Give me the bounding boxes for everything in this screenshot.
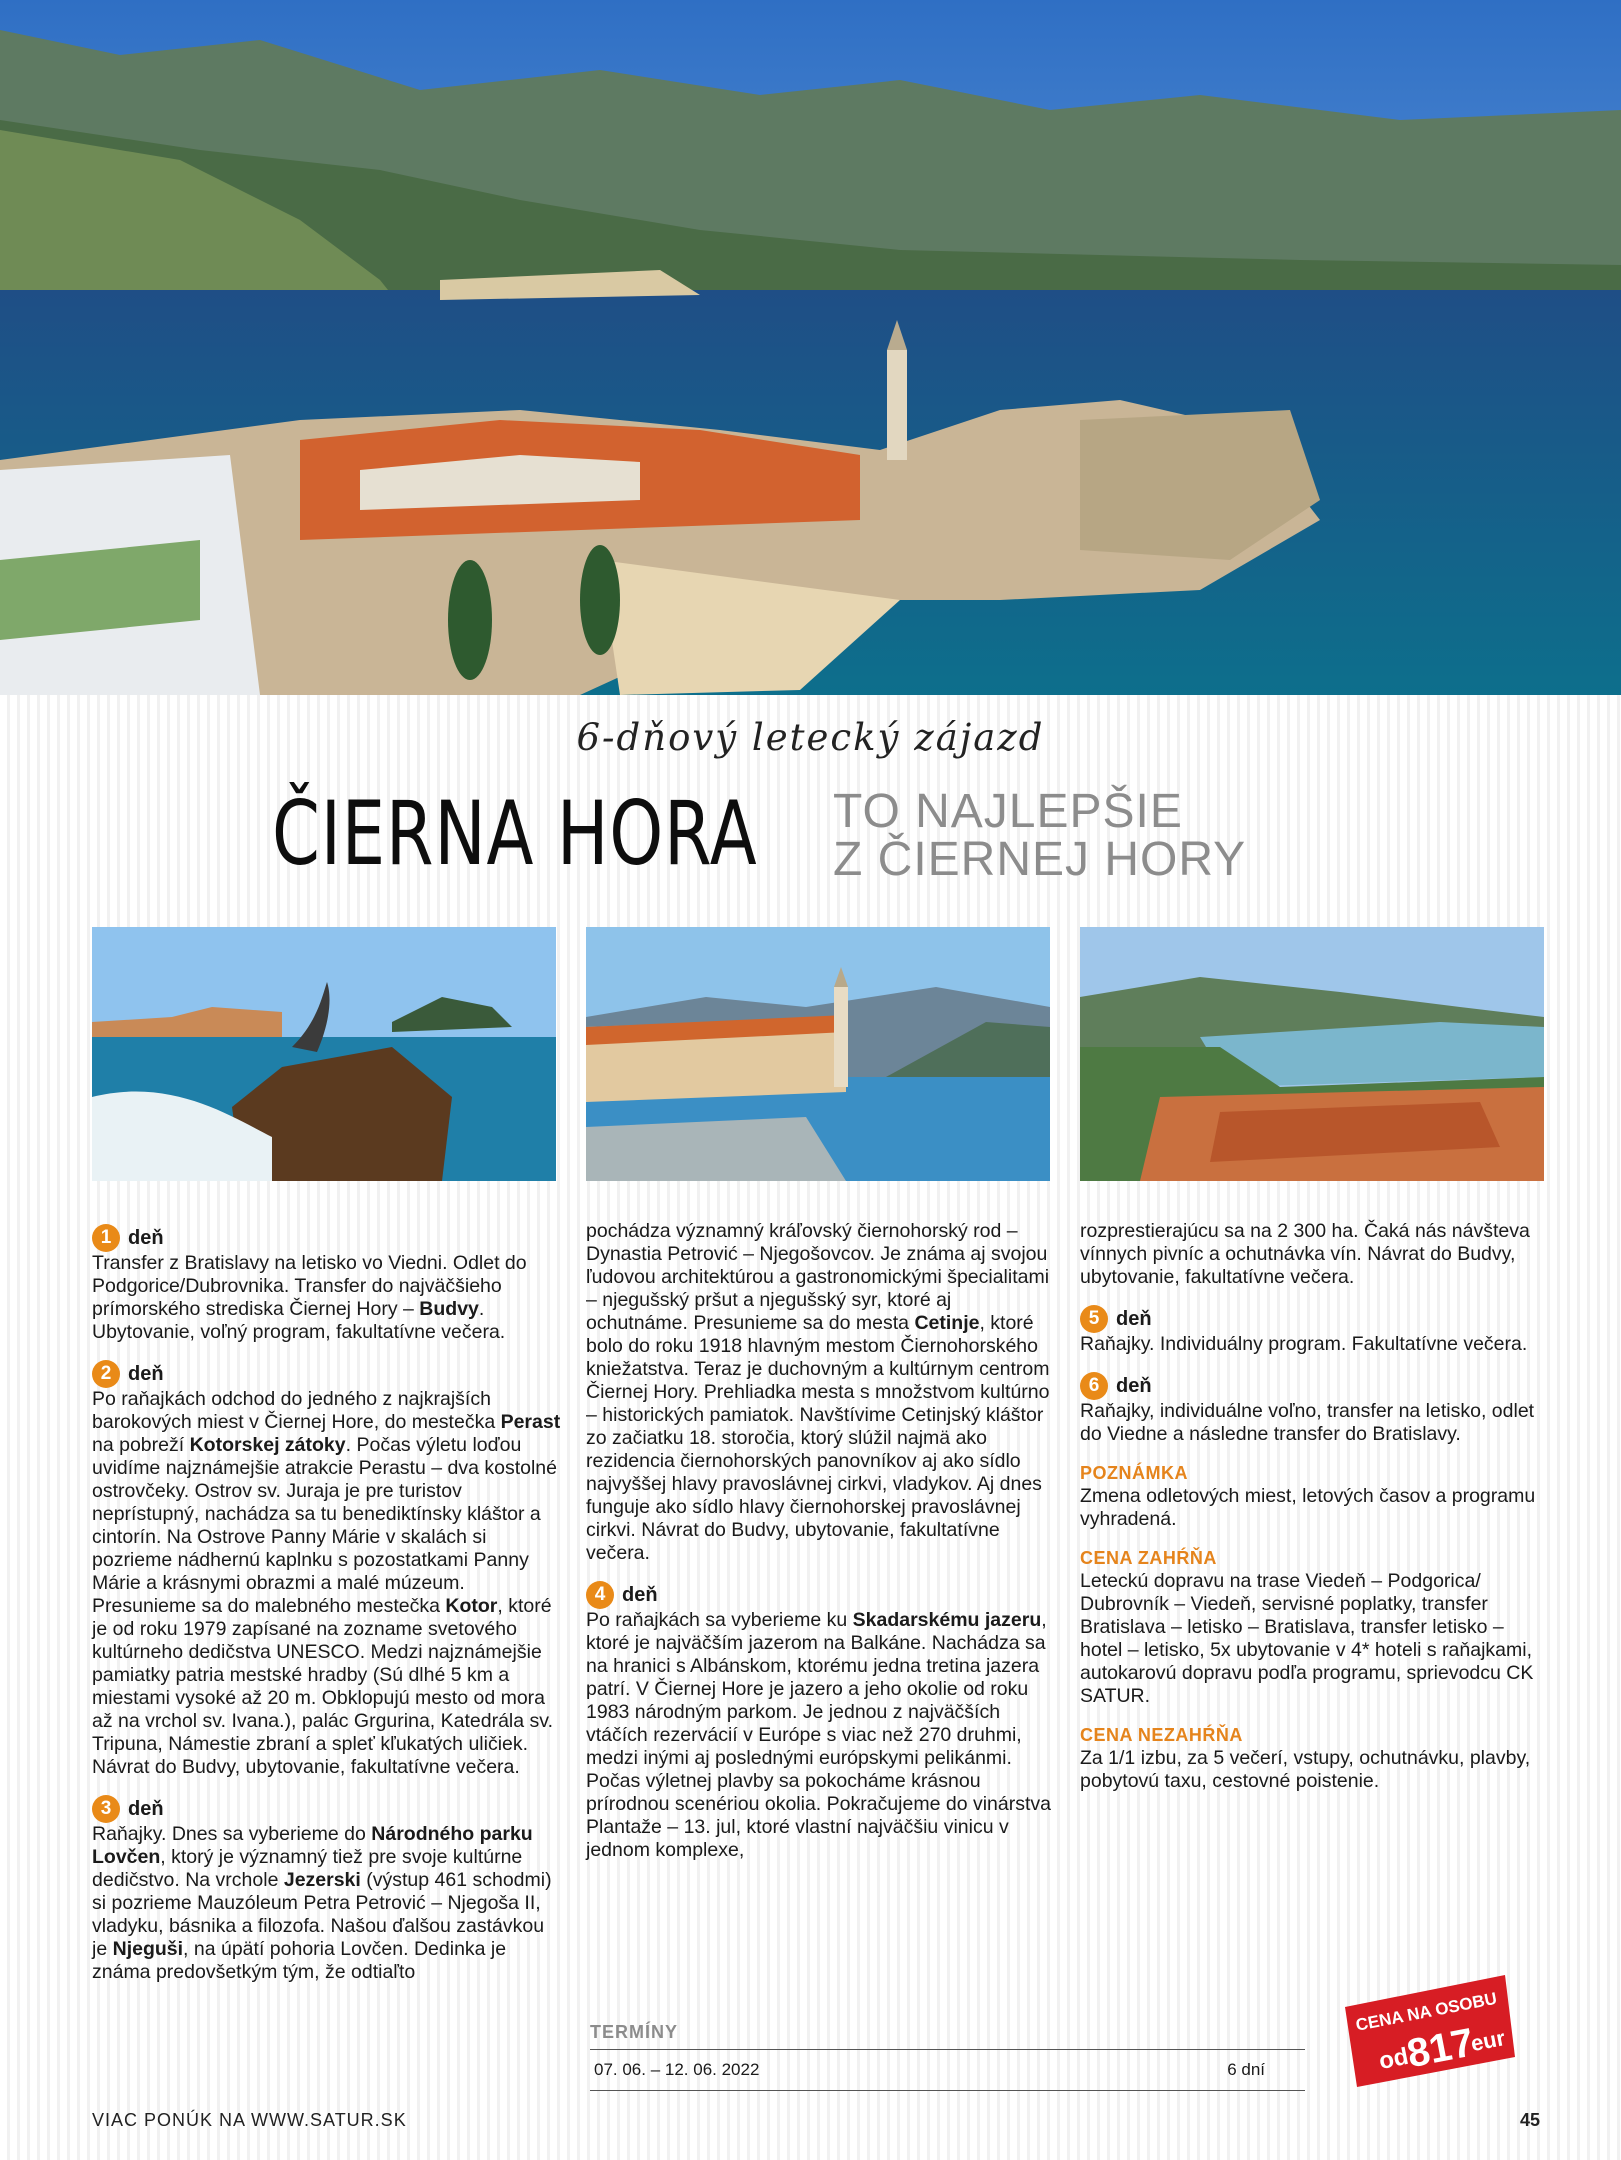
trip-subtitle: 6-dňový letecký zájazd [576, 716, 1045, 759]
tagline-line-1: TO NAJLEPŠIE [833, 785, 1183, 838]
itinerary-column-3 [1080, 1220, 1550, 1809]
day-6-heading [1080, 1372, 1550, 1400]
photo-kotor-bay [1080, 927, 1544, 1181]
hero-photo [0, 0, 1621, 695]
itinerary-column-1 [92, 1220, 562, 2000]
terms-duration: 6 dní [1227, 2060, 1265, 2079]
day-2-heading [92, 1360, 562, 1388]
day-3-label: deň [128, 1797, 164, 1820]
day-1-badge: 1 [92, 1224, 120, 1252]
day-4-badge: 4 [586, 1581, 614, 1609]
price-currency: eur [1468, 2025, 1508, 2057]
day-2-badge: 2 [92, 1360, 120, 1388]
day-4-text-continued: rozprestierajúcu sa na 2 300 ha. Čaká nás návšteva vínnych pivníc a ochutnávka vín. Návrat do Budvy, ubytovanie, fakultatívne večera. [1080, 1220, 1530, 1288]
page-title: ČIERNA HORA [272, 782, 758, 885]
price-amount: 817 [1403, 2020, 1478, 2077]
photo-budva-statue [92, 927, 556, 1181]
photo-perast-bay [586, 927, 1050, 1181]
day-5-badge: 5 [1080, 1305, 1108, 1333]
day-1-text: Transfer z Bratislavy na letisko vo Viedni. Odlet do Podgorice/Dubrovnika. Transfer do najväčšieho prímorského strediska Čiernej Hory – Budvy. Ubytovanie, voľný program, fakultatívne večera. [92, 1252, 527, 1343]
day-5-text: Raňajky. Individuálny program. Fakultatívne večera. [1080, 1333, 1528, 1355]
day-6-label: deň [1116, 1374, 1152, 1397]
tagline-line-2: Z ČIERNEJ HORY [833, 833, 1247, 886]
day-3-badge: 3 [92, 1795, 120, 1823]
price-label: CENA NA OSOBU [1354, 1988, 1499, 2035]
price-includes-body: Leteckú dopravu na trase Viedeň – Podgorica/ Dubrovník – Viedeň, servisné poplatky, transfer Bratislava – letisko – Bratislava, transfer letisko – hotel – letisko, 5x ubytovanie v 4* hoteli s raňajkami, autokarovú dopravu podľa programu, sprievodcu CK SATUR. [1080, 1570, 1534, 1707]
footer-link[interactable]: VIAC PONÚK NA WWW.SATUR.SK [92, 2110, 407, 2130]
day-5-heading [1080, 1305, 1550, 1333]
day-4-heading [586, 1581, 1056, 1609]
title-tagline [833, 785, 1247, 886]
day-2-label: deň [128, 1362, 164, 1385]
terms-table [590, 2022, 1305, 2091]
day-3-text-continued: pochádza významný kráľovský čiernohorský rod – Dynastia Petrović – Njegošovcov. Je známa aj svojou ľudovou architektúrou a gastronomickými špecialitami – njegušský pršut a njegušský syr, ktoré aj ochutnáme. Presunieme sa do mesta Cetinje, ktoré bolo do roku 1918 hlavným mestom Čiernohorského kniežatstva. Teraz je duchovným a kultúrnym centrom Čiernej Hory. Prehliadka mesta s množstvom kultúrno – historických pamiatok. Navštívime Cetinjský kláštor zo začiatku 18. storočia, ktorý slúžil najmä ako rezidencia čiernohorských panovníkov aj ako sídlo najvyššej hlavy pravoslávnej cirkvi, vladykov. Aj dnes funguje ako sídlo hlavy čiernohorskej pravoslávnej cirkvi. Návrat do Budvy, ubytovanie, fakultatívne večera. [586, 1220, 1050, 1564]
price-excludes-title: CENA NEZAHŔŇA [1080, 1725, 1243, 1745]
day-4-text: Po raňajkách sa vyberieme ku Skadarskému jazeru, ktoré je najväčším jazerom na Balkáne. Nachádza sa na hranici s Albánskom, ktorému jedna tretina jazera patrí. V Čiernej Hore je jazero a jeho okolie od roku 1983 národným parkom. Je jednou z najväčších vtáčích rezervácií v Európe s viac než 270 druhmi, medzi inými aj poslednými európskymi pelikánmi. Počas výletnej plavby sa pokocháme krásnou prírodnou scenériou okolia. Pokračujeme do vinárstva Plantaže – 13. jul, ktoré vlastní najväčšiu vinicu v jednom komplexe, [586, 1609, 1052, 1861]
day-5-label: deň [1116, 1307, 1152, 1330]
price-excludes-body: Za 1/1 izbu, za 5 večerí, vstupy, ochutnávku, plavby, pobytovú taxu, cestovné poistenie. [1080, 1747, 1531, 1792]
price-includes-title: CENA ZAHŔŇA [1080, 1548, 1217, 1568]
terms-row [590, 2050, 1305, 2091]
day-6-badge: 6 [1080, 1372, 1108, 1400]
price-badge [1345, 1975, 1515, 2087]
day-6-text: Raňajky, individuálne voľno, transfer na letisko, odlet do Viedne a následne transfer do Bratislavy. [1080, 1400, 1535, 1445]
day-2-text: Po raňajkách odchod do jedného z najkrajších barokových miest v Čiernej Hore, do mestečka Perast na pobreží Kotorskej zátoky. Počas výletu loďou uvidíme najznámejšie atrakcie Perastu – dva kostolné ostrovčeky. Ostrov sv. Juraja je pre turistov neprístupný, nachádza sa tu benediktínsky kláštor a cintorín. Na Ostrove Panny Márie v skalách si pozrieme nádhernú kaplnku s pozostatkami Panny Márie a krásnymi obrazmi a malé múzeum. Presunieme sa do malebného mestečka Kotor, ktoré je od roku 1979 zapísané na zozname svetového kultúrneho dedičstva UNESCO. Medzi najznámejšie pamiatky patria mestské hradby (Sú dlhé 5 km a miestami vysoké až 20 m. Obklopujú mesto od mora až na vrchol sv. Ivana.), palác Grgurina, Katedrála sv. Tripuna, Námestie zbraní a spleť kľukatých uličiek. Návrat do Budvy, ubytovanie, fakultatívne večera. [92, 1388, 561, 1778]
day-4-label: deň [622, 1583, 658, 1606]
day-1-heading [92, 1224, 562, 1252]
day-3-text: Raňajky. Dnes sa vyberieme do Národného parku Lovčen, ktorý je významný tiež pre svoje kultúrne dedičstvo. Na vrchole Jezerski (výstup 461 schodmi) si pozrieme Mauzóleum Petra Petrović – Njegoša II, vladyku, básnika a filozofa. Našou ďalšou zastávkou je Njeguši, na úpätí pohoria Lovčen. Dedinka je známa predovšetkým tým, že odtiaľto [92, 1823, 552, 1983]
note-body: Zmena odletových miest, letových časov a programu vyhradená. [1080, 1485, 1536, 1530]
terms-title: TERMÍNY [590, 2022, 1305, 2050]
page-number: 45 [1520, 2110, 1541, 2130]
terms-dates: 07. 06. – 12. 06. 2022 [594, 2060, 760, 2079]
price-prefix: od [1376, 2042, 1411, 2075]
itinerary-column-2 [586, 1220, 1056, 1878]
day-1-label: deň [128, 1226, 164, 1249]
note-title: POZNÁMKA [1080, 1463, 1188, 1483]
day-3-heading [92, 1795, 562, 1823]
